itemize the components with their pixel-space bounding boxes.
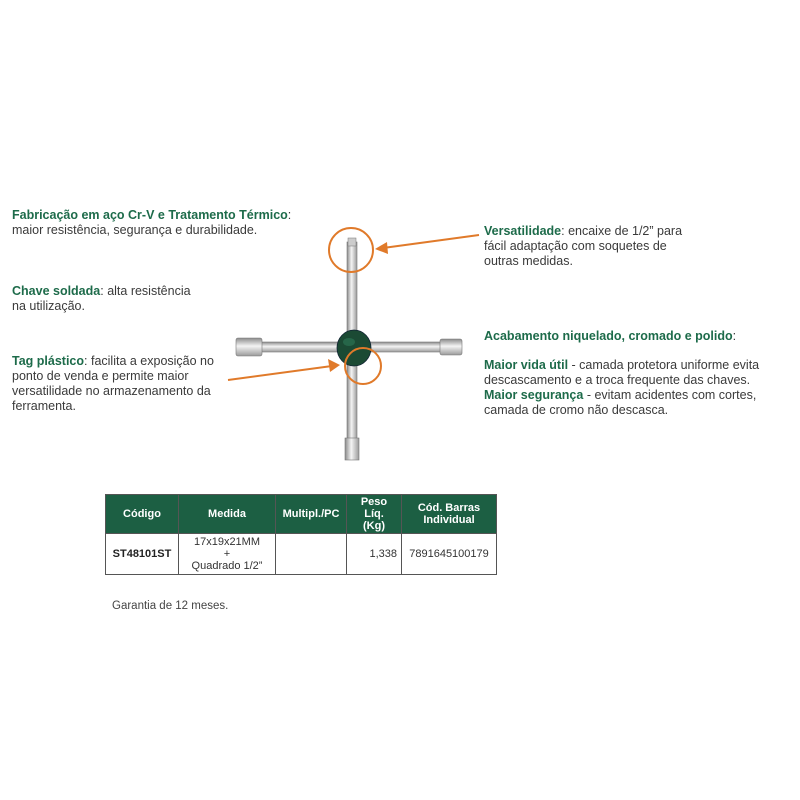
header-barcode: Cód. Barras Individual <box>402 495 497 534</box>
feature-welded-text-2: na utilização. <box>12 299 85 313</box>
table-header-row <box>106 495 497 534</box>
feature-versatility-title: Versatilidade <box>484 224 562 238</box>
feature-welded: Chave soldada: alta resistência na utilização. <box>12 284 191 313</box>
feature-material: Fabricação em aço Cr-V e Tratamento Térmico: maior resistência, segurança e durabilidade. <box>12 208 292 237</box>
feature-life-text-1: camada protetora uniforme evita <box>579 358 760 372</box>
cell-multiple <box>276 534 347 575</box>
versatility-arrow <box>375 235 479 254</box>
feature-tag-text-4: ferramenta. <box>12 399 76 413</box>
feature-versatility-text-1: encaixe de 1/2” para <box>568 224 683 238</box>
feature-safety-text-1: evitam acidentes com cortes, <box>594 388 757 402</box>
feature-material-text: maior resistência, segurança e durabilidade. <box>12 223 258 237</box>
feature-versatility: Versatilidade: encaixe de 1/2” para fácil adaptação com soquetes de outras medidas. <box>484 224 683 268</box>
feature-versatility-text-2: fácil adaptação com soquetes de <box>484 239 667 253</box>
cell-code: ST48101ST <box>106 534 179 575</box>
cell-barcode: 7891645100179 <box>402 534 497 575</box>
feature-tag: Tag plástico: facilita a exposição no ponto de venda e permite maior versatilidade no armazenamento da ferramenta. <box>12 354 214 413</box>
feature-safety-text-2: camada de cromo não descasca. <box>484 403 669 417</box>
table-row <box>106 534 497 575</box>
feature-life-text-2: descascamento e a troca frequente das chaves. <box>484 373 751 387</box>
cell-measure: 17x19x21MM + Quadrado 1/2” <box>179 534 276 575</box>
cell-weight: 1,338 <box>347 534 402 575</box>
feature-life-title: Maior vida útil <box>484 358 569 372</box>
tag-arrow <box>228 359 340 380</box>
feature-welded-text-1: alta resistência <box>107 284 191 298</box>
header-weight: Peso Líq. (Kg) <box>347 495 402 534</box>
feature-tag-title: Tag plástico <box>12 354 85 368</box>
header-measure: Medida <box>179 495 276 534</box>
header-code: Código <box>106 495 179 534</box>
feature-welded-title: Chave soldada <box>12 284 101 298</box>
product-table <box>105 494 497 575</box>
feature-tag-text-1: facilita a exposição no <box>90 354 214 368</box>
feature-safety-title: Maior segurança <box>484 388 584 402</box>
feature-finish-title: Acabamento niquelado, cromado e polido <box>484 329 733 343</box>
header-multiple: Multipl./PC <box>276 495 347 534</box>
warranty-note: Garantia de 12 meses. <box>112 600 229 612</box>
feature-tag-text-3: versatilidade no armazenamento da <box>12 384 211 398</box>
feature-versatility-text-3: outras medidas. <box>484 254 573 268</box>
feature-tag-text-2: ponto de venda e permite maior <box>12 369 189 383</box>
feature-finish: Acabamento niquelado, cromado e polido: Maior vida útil - camada protetora uniforme evita descascamento e a troca frequente das chaves. Maior segurança - evitam acidentes com cortes, camada de cromo não descasca. <box>484 329 760 417</box>
feature-material-title: Fabricação em aço Cr-V e Tratamento Térmico <box>12 208 288 222</box>
